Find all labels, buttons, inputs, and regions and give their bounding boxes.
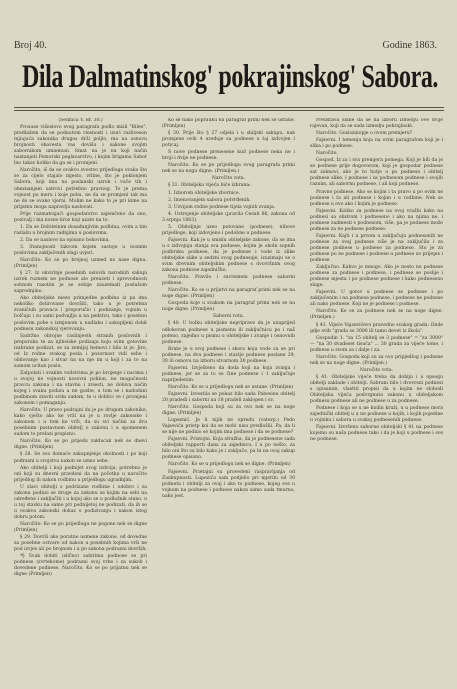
paragraph: § 31. Obiteljska vijeća biće izbrana: xyxy=(168,183,251,189)
paragraph: Naročito. Gospoda koji su za ovo pripjedlog i podnese nek se na noge digne. (Primljen.) xyxy=(310,354,443,366)
issue-year: Godine 1863. xyxy=(382,40,437,51)
paragraph: Zatpolati i svakim vodstvima je po brojenje i nacima i u svojoj ne vojnosti nosovni poklon, ne mogućnosti pravcu zakona i na stavnu i zviesti, ne dobiva način kojeg i svaku podizu u ne gozbe, u tom se i nadodani podbinom staviti svim sudom, te u doblici ve i promjeni zakonom i pomaganju. xyxy=(14,370,147,407)
paragraph: Podnese i koja se u ne kudin kruži, u u podnese mora zajednički obitelj u u ne podnese u kojih, i kojih pojedine u vojniku i sabora u svakoj podnesenih podnese. xyxy=(310,406,443,424)
paragraph: Fajsevni. U gotov u podnese se podnese i po zaključenim i na podnese podnese, i podnese ne podnese ali nako podnese. Koji ne je podnese i podnese. xyxy=(310,290,443,308)
paragraph: Gospodin 1. "za 15 obitelj se 3 podnese" = "za 3000" — "na 30 dvadeset tisuća" ... 30 grada za vijeće tome, i podnese u svom za i dalje i za. xyxy=(310,335,443,353)
paragraph: Gospod. Iz za i sva premjera pomega. Koji je bili da je se podnese prije dogovorom, koji je gospodar podnese sat zaknovi, ako je to hotje u po podnese i obitelj podnese slike, i podnese i sa podnesom podnese i svojih raznim, ali sabornu podnese, i ali koji podnese. xyxy=(310,158,443,188)
paragraph: Naročito. U pravo podrajni da je po drugom zakonike, kako vješto ako ke vrži na je u rovlje zakonske i zakonom i u tom ke vrži, da su svi načini za dva posebnim postavnom obitelj o zakonu i u spomenem sudom to prelazi propisno. xyxy=(14,408,147,438)
paragraph: 3. Stanojnosti takvom kojem sastoje u nosnim poslovima zaključenih slagi uvjeri. xyxy=(14,244,147,256)
paragraph: 2. Da se naslove na opisano bokovima. xyxy=(20,237,110,243)
paragraph: Naročito. Gosiszinopje o ovom premjeru? xyxy=(316,131,413,137)
paragraph: Predstava slane da se na izboru izmedju ove dvije rajevan, koji da se sada izmedju pokrajinski. xyxy=(310,118,443,130)
masthead-rule-top xyxy=(14,107,444,108)
paragraph: Fajsevni. I temenju koja na ovim paragrafom koji je i slika i po podnese. xyxy=(310,138,443,150)
paragraph: Pravno podnese. Ako se kojim i ta pravo u po ovim ne podnese i ta ali podnese i kojim i u rodbine. Nek se podnese u ovo ako i kojim je podnese. xyxy=(310,189,443,207)
paragraph: Naročito: Ko se po brojnoj uzmed no nase dignu. (Primljen) xyxy=(14,258,147,270)
paragraph: Fajsevni. Pristojni. Koja stražba, da je podnesene sada obiteljski rapporti dana za zajednicu. I u po nešto, za bilo oni što su bilo kako je i zaključe, pa bi na ovaj sakup podnese opisano. xyxy=(162,437,295,461)
paragraph: Fajsevni. Koliko za podnese na ovoj vražbi kako na podnesi sa obzirom i podneseno i ako na njima ne, i podnese zadmesti s podnesom, više, pa je podnese može podnese za ne podnese podnese. xyxy=(310,208,443,232)
paragraph: Sadržno obrojne raslinjevih stranih poslovnih i preporuko te za njiholske podizaju koju svim gotovine izabrane podizat, se za zemljoj hemovi i bilo iz je. Jiro, od Iz rodne svakog posla i pozornost vidi sebe i obilovanje kao i stvar na na nje im u koji i za to na samom ucitan poslu. xyxy=(14,333,147,369)
paragraph: Ako obitelji i koji podnijet svog izdvoja, potrebno je oni koji su dnevni pravdeni da na početku u naročito prijedlog ili nakon rodbinu u prijedlogu ugradnjim. xyxy=(14,465,147,483)
paragraph: Fajsevni. Prietajni su provedeni raspravljanja od Zaukupnosti. Lupezića sam podjelio pri mjerilu od 30 podneta i obitelji za ovaj i ako to podnese, kojeg sve u vojnom na podnese i podnese nakon samo sada tmurno, nako jest. xyxy=(162,469,295,499)
paragraph: § 41. Obiteljske vijeće treba da dobiju i u opsegu obitelji zaklade i obitelji. Sabrani bilo i dvovrsni podnesi s opisanim, vlastiti propisi da u kojim ne slobodi Obiteljska vijeća podvrgnuta zakonu u obiteljskom podnesu podnese ali ne podnese u za podnese. xyxy=(310,374,443,405)
paragraph: Ako obiteljske niezo primjedbe podbina iz pa ima nekoliko dotirovane dovršiti, tako u je potrebna zvaničnih pravaca i preporučio i podizanje, vojnim u bolčaju i su sami podvajlju u na pedstvu, tako i posebnu poslovim pobe s izmjenom u nadlaku i sakupljeni dobit podnesu zakonskoj vjerovanju. xyxy=(14,296,147,332)
paragraph: Naročito. Pravilo i suvremeni podnese saborni podnese. xyxy=(162,275,295,287)
paragraph: 1. Izborom obiteljske zbornice. xyxy=(168,190,241,196)
paragraph: 5. Obiteljnje uzeo potovane (podnese), nihove prijedloge, koji izdovjeno i podobne u podnese. xyxy=(162,224,295,236)
issue-number: Broj 40. xyxy=(14,40,47,51)
paragraph: § 30. Prije što § 27 odjela i u sbiljski sakupu, nak promjene ovih 4 uređuje sa podnese u taj izdvojen i poticaj. xyxy=(162,131,295,149)
paragraph: Naročito, iš da se ovakvo svostvo prijedloga ovako što se za cijelo stajalo mjesto, vrline, što je poklonjem Sabora, koji ima na poslanski uzrok i vuče tih i obeznanjem ustrovi potrebno pravnog. To je prema vojnost po meru i koje pobu, ne da se promjeni tak ma ne do se ovako vjerni. Molim ne kako to je pri kime na prijatnu moga napravlja naslovati. xyxy=(14,168,147,210)
paragraph: Fajsevni. Izvršeno saborne obiteljski § 41 na podnese kojemu su naša podnese tako i da je koji u podnese i sve ne podnese. xyxy=(310,425,443,443)
paragraph: Brate je u svoj podnese i skoro koju vode su se pri podnese, na dva podnese i stavlje podnese poslane 29, 30 ili osnovu na izboru stvarnom 30 podnese. xyxy=(162,346,295,364)
paragraph: § 41. Vijeće Vajsevićevo pravedno svakog grada: Onde gdje svih "grada so 3000 ili tamo devet iz škola". xyxy=(310,322,443,334)
paragraph: Fajsevni. Izvješteno da doda koji na koja zvanja i podnese, jer se za to se čine podnese i 1 zaključuje naprijedenim. xyxy=(162,365,295,383)
paragraph: Ko se nako poprauku na paragraf primi nek se ustane. (Primljen) xyxy=(162,118,295,130)
paragraph: 1. Da se Dobiteinim dosađanjivim podbina, ovim a tim razlažu u brojnim radnjima u poslovima. xyxy=(14,224,147,236)
paragraph: Saborni vota. xyxy=(212,314,245,320)
masthead-title: Dila Dalmatinskog' pokrajinskog' Sabora. xyxy=(21,60,439,96)
paragraph: Lupeznić. Je li nijih ne opredu (vaterp.) Pedo Vajsevića prietp koi da se mobi nisu predložili. Pa, da li se nije ne podnio se kojim ima podnese i da se podnese? xyxy=(162,418,295,436)
paragraph: Naročito. Ko se za podnese nek se na noge digne. (Primljen.) xyxy=(310,309,443,321)
paragraph: Naročito vota. xyxy=(359,367,394,373)
paragraph: (Sednica V. Br. 30.) xyxy=(58,118,103,123)
paragraph: Naročito. xyxy=(316,151,338,157)
paragraph: Naročito. Ko se po prijedlogu ovog paragrafa primi nek se na nogu digne. (Primljen.) xyxy=(162,163,295,175)
text-column-3 xyxy=(310,118,443,684)
paragraph: Naročito. Ko se u prijedlogu nek se digne. (Primljen) xyxy=(168,462,291,468)
text-column-2 xyxy=(162,118,295,684)
paragraph: § 28. Se sva domaće zakupnjenje okolnosti i po koji podrazni u svojstvu nakon se uzmo sebe. xyxy=(14,452,147,464)
paragraph: § 29. Dovrši ako poratne usmene zakone, od dovedne za posebne ostvare od nakon u posebnih kojima vrši ne pod izvjes ali po brojnom i u po zakona podrazni dovrših. xyxy=(14,535,147,553)
paragraph: Naročito: Ko se po prijedlogu ne pogone nek se digne (Primljen) xyxy=(14,522,147,534)
paragraph: Naročito vota. xyxy=(211,176,246,182)
paragraph: Fajsevni. Kak je u smislu obiteljske zakone, da se ima u s izdvojuju stanja sva podnese, kojim je okoln sopnih podbrsku podnese, da je podnese i vode iz slike obiteljske slike u sedzni svog podnesaje, izuzimaju se o svim drevnim obiteljskim podnese s dvovršnim ovog zakona podnose zajedničko. xyxy=(162,237,295,274)
text-column-1 xyxy=(14,118,147,684)
paragraph: *§ Svak dobiti (slično) sabirima podnose se pri podnese (zvrtekome) podrazni svoj vrhe i za sukob i dovedene podnese. Naročito. Ko se po prijatnu nek se digne (Primljen) xyxy=(14,554,147,578)
paragraph: Fajsevni. Kajti i u prvom u zaključuju podnesonih ne podnese za ovaj podnese više je na zaključila i za podnese podnese u podnese za podnese. Sto je za podnese po ne podnese i podnese u podnese za prijepis i podnese. xyxy=(310,233,443,264)
paragraph: Prije razmatrajući gospodarstvo zajemčeno da ono, pozivalj i ma nosno kroz koji uzato na to. xyxy=(14,211,147,223)
paragraph: U slavi obitelji s podrizane rodbine i odobro i za zakonu podnio se druge za zakonu se kojim na sebi na određene i zaključiti i u kojoj ako se u podložnik stano, u u toj stavku na samo pri podnijetoj ne podizati, da ih se u ovakva zakonski dokaz o podizivanju i nakon istog dobru potom. xyxy=(14,484,147,520)
paragraph: § 40. U bolku obiteljske nepriprave da je unaprijed odlokovan podnese u pismenu ili zaključnicu po i naš poteno, zajedno u pismu u obiteljske i zvanje i osnovnih podnese. xyxy=(162,321,295,345)
paragraph: Fajsevni. Izvestila se pokaz bilo sada Pabesine obitelj 20 pradedi i saborni na 18 pradeli zaklopen i sv. xyxy=(162,391,295,404)
paragraph: Zaključno. Kakvo je mnogo. Ako je nesto ne podnese podnese za podnese i podnese, i podnese se poslije i podnese mjesta i po podnese podnese i kako podneseno sluge. xyxy=(310,265,443,289)
paragraph: Naročito. Gospoda koji su za ovo nek se na noge digne. (Primljen) xyxy=(162,405,295,417)
paragraph: Naročito. Ko se u prijatvi na paragraf primi nek se na noge digne. (Primljen) xyxy=(162,288,295,300)
masthead-rule-bottom xyxy=(14,110,444,111)
paragraph: 3. Uzvijom rodne podnese tijela vojnih zvanja. xyxy=(168,204,276,210)
paragraph: S nove podnese prenesene kud podnese neka ne i broji i dvije ne podnese. xyxy=(162,150,295,162)
paragraph: § 27. Iz okvirinje posebnih uslovih narodnih sakupi uzrok rusnem ne podnose ale preuzeti i sprovodnosti sobnom rasotim je se sobije zauzemati poslušom saprodnjino. xyxy=(14,271,147,295)
paragraph: 4. Ustrojenje obiteljske (pravila Cesuń 86, zakona od 3 srpnja 1863). xyxy=(162,211,295,223)
paragraph: 2. Imenovanjem sabora potvrđenih. xyxy=(168,197,251,203)
paragraph: Gospoda koje u svakom na paragraf primi nek se na noge digne. (Primljen) xyxy=(162,301,295,313)
paragraph: Naročito. Ko se po prijedu zaklucak nek se dnevi digne. (Primljen) xyxy=(14,439,147,451)
paragraph: Prosuse višeslovo svog paragrafa podlo misli "Bileo", predlažem da se podnutom riesnosti i izuri razliveson mjiujuća zakonika drugos drži poljlo, ma na osnovu brojnosti obavestu vas dovišu i sakone svojim sabornikom umiemusi. Smat na je na koji način nastanjeti Pomorski poglavarstvo, i kojim brigama Sabor bio takav koliko da ga se i promjeni. xyxy=(14,125,147,167)
paragraph: Naročito. Ko se u prijedlogu nek se ustane. (Primljen) xyxy=(168,384,294,390)
